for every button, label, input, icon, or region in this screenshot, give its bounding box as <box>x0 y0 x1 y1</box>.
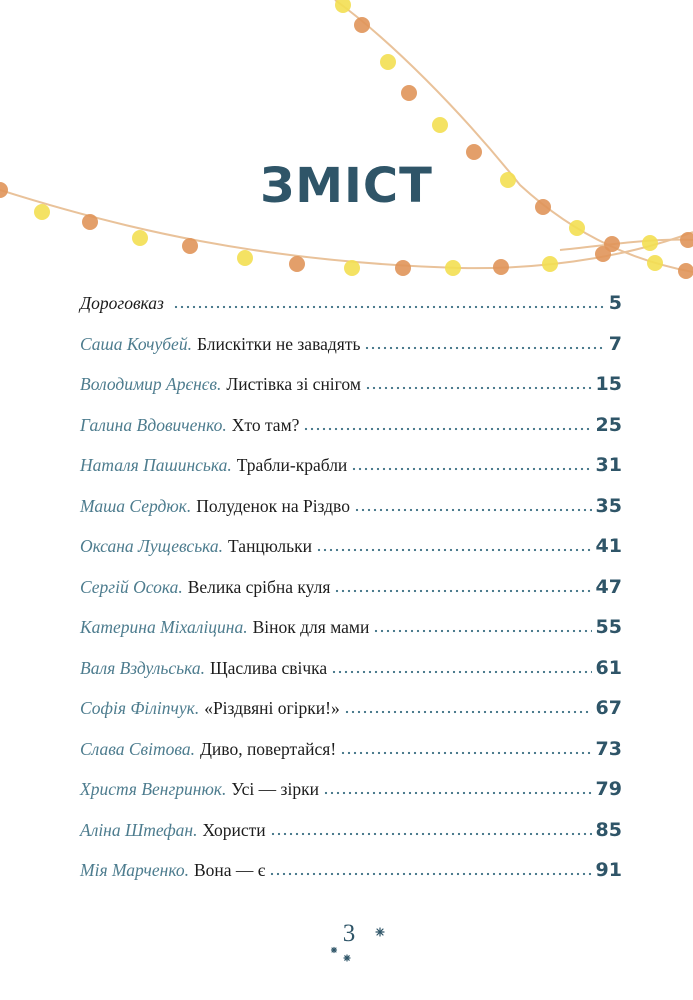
toc-author: Софія Філіпчук. <box>80 698 200 718</box>
garland-bead <box>493 259 509 275</box>
toc-author: Оксана Лущевська. <box>80 536 224 556</box>
toc-row[interactable] <box>80 778 622 819</box>
toc-page-number: 25 <box>595 413 622 436</box>
toc-story: Усі — зірки <box>231 779 319 799</box>
dot-leader <box>303 427 591 431</box>
dot-leader <box>364 346 604 350</box>
dot-leader <box>316 548 592 552</box>
garland-bead <box>647 255 663 271</box>
dot-leader <box>354 508 592 512</box>
toc-story: Хто там? <box>231 414 300 435</box>
toc-row[interactable] <box>80 576 622 617</box>
toc-page-number: 47 <box>595 575 622 598</box>
toc-page-number: 7 <box>608 332 622 355</box>
dot-leader <box>269 872 591 876</box>
toc-page-number: 31 <box>595 454 622 476</box>
toc-story: Велика срібна куля <box>187 576 331 597</box>
garland-bead <box>642 235 658 251</box>
garland-bead <box>380 54 396 70</box>
garland-bead <box>432 117 448 133</box>
garland-bead <box>445 260 461 276</box>
garland-bead <box>604 236 620 252</box>
garland-bead <box>182 238 198 254</box>
toc-author: Володимир Арєнєв. <box>80 374 222 394</box>
bead-garland-decoration <box>0 0 693 300</box>
dot-leader <box>351 467 591 471</box>
toc-author: Галина Вдовиченко. <box>80 414 227 435</box>
toc-author: Дороговказ <box>80 293 164 313</box>
toc-author: Мія Марченко. <box>80 860 189 880</box>
toc-row[interactable] <box>80 819 622 860</box>
garland-bead <box>569 220 585 236</box>
toc-row[interactable] <box>80 697 622 738</box>
garland-bead <box>542 256 558 272</box>
toc-author: Христя Венгринюк. <box>80 779 227 799</box>
toc-page-number: 5 <box>608 292 622 314</box>
toc-story: Диво, повертайся! <box>200 738 337 759</box>
toc-page-number: 67 <box>595 697 622 719</box>
toc-story: Щаслива свічка <box>210 657 328 678</box>
toc-row[interactable] <box>80 535 622 576</box>
toc-row[interactable] <box>80 414 622 455</box>
toc-page-number: 61 <box>595 656 622 679</box>
toc-author: Катерина Міхаліцина. <box>80 617 248 637</box>
toc-row[interactable] <box>80 738 622 779</box>
garland-bead <box>132 230 148 246</box>
garland-bead <box>678 263 693 279</box>
toc-row[interactable] <box>80 333 622 374</box>
toc-row[interactable] <box>80 292 622 333</box>
garland-bead <box>680 232 693 248</box>
toc-row[interactable] <box>80 454 622 495</box>
toc-author: Сергій Осока. <box>80 576 183 597</box>
toc-page-number: 91 <box>595 859 622 881</box>
toc-page-number: 35 <box>595 494 622 517</box>
toc-row[interactable] <box>80 616 622 657</box>
dot-leader <box>173 305 605 309</box>
dot-leader <box>323 791 592 795</box>
dot-leader <box>373 629 591 633</box>
sparkle-stars-decoration <box>320 920 400 970</box>
toc-page-number: 73 <box>595 737 622 760</box>
toc-story: Танцюльки <box>228 536 313 556</box>
dot-leader <box>270 832 592 836</box>
toc-row[interactable] <box>80 495 622 536</box>
toc-page-number: 15 <box>595 373 622 395</box>
garland-bead <box>344 260 360 276</box>
garland-bead <box>237 250 253 266</box>
toc-row[interactable] <box>80 657 622 698</box>
toc-story: «Різдвяні огірки!» <box>204 698 340 718</box>
toc-author: Слава Світова. <box>80 738 195 759</box>
toc-page-number: 85 <box>595 818 622 841</box>
toc-row[interactable] <box>80 373 622 414</box>
toc-author: Аліна Штефан. <box>80 819 198 840</box>
dot-leader <box>334 589 591 593</box>
toc-author: Маша Сердюк. <box>80 495 192 516</box>
garland-bead <box>395 260 411 276</box>
toc-story: Хористи <box>202 819 266 840</box>
toc-page-number: 41 <box>595 535 622 557</box>
toc-page-number: 79 <box>595 778 622 800</box>
garland-bead <box>82 214 98 230</box>
toc-story: Вона — є <box>194 860 266 880</box>
garland-bead <box>401 85 417 101</box>
toc-author: Валя Вздульська. <box>80 657 205 678</box>
toc-author: Наталя Пашинська. <box>80 455 232 475</box>
garland-bead <box>289 256 305 272</box>
toc-story: Блискітки не завадять <box>196 333 361 354</box>
dot-leader <box>344 710 592 714</box>
toc-story: Вінок для мами <box>252 617 370 637</box>
dot-leader <box>331 670 591 674</box>
toc-story: Полуденок на Різдво <box>196 495 350 516</box>
toc-story: Трабли-крабли <box>236 455 348 475</box>
page-number: 3 <box>342 920 356 947</box>
page-title: ЗМІСТ <box>260 158 433 214</box>
dot-leader <box>365 386 592 390</box>
table-of-contents <box>80 292 622 900</box>
toc-row[interactable] <box>80 859 622 900</box>
garland-bead <box>354 17 370 33</box>
dot-leader <box>340 751 591 755</box>
toc-page-number: 55 <box>595 616 622 638</box>
toc-author: Саша Кочубей. <box>80 333 192 354</box>
toc-story: Листівка зі снігом <box>226 374 361 394</box>
